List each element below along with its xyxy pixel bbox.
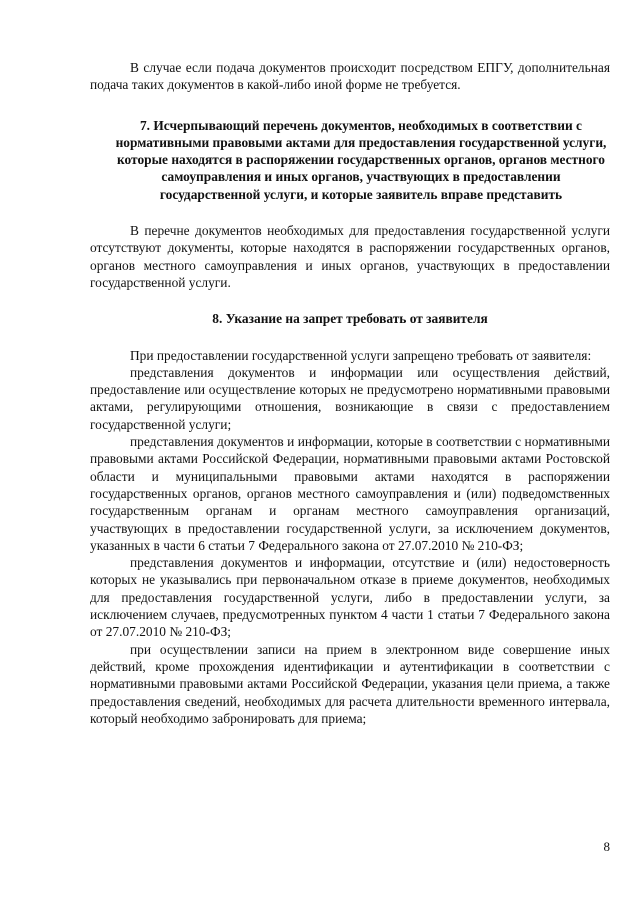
section-8-lead: При предоставлении государственной услуги запрещено требовать от заявителя: bbox=[130, 347, 592, 363]
list-item: представления документов и информации или осуществления действий, предоставление или осуществление которых не предусмотрено нормативными правовыми актами, регулирующими отношения, возникающие в связи с предоставлением государственной услуги; bbox=[90, 364, 610, 432]
intro-paragraph: В случае если подача документов происходит посредством ЕПГУ, дополнительная подача таких документов в какой-либо иной форме не требуется. bbox=[90, 60, 610, 93]
section-7-heading: 7. Исчерпывающий перечень документов, необходимых в соответствии с нормативными правовыми актами для предоставления государственной услуги, которые находятся в распоряжении государственных органов, органов местного самоуправления и иных органов, участвующих в предоставлении государственной услуги, и которые заявитель вправе представить bbox=[115, 117, 607, 202]
list-item: при осуществлении записи на прием в электронном виде совершение иных действий, кроме прохождения идентификации и аутентификации в соответствии с нормативными правовыми актами Российской Федерации, указания цели приема, а также предоставления сведений, необходимых для расчета длительности временного интервала, который необходимо забронировать для приема; bbox=[90, 641, 610, 726]
list-item: представления документов и информации, отсутствие и (или) недостоверность которых не указывались при первоначальном отказе в приеме документов, необходимых для предоставления государственной услуги, либо в предоставлении услуги, за исключением случаев, предусмотренных пунктом 4 части 1 статьи 7 Федерального закона от 27.07.2010 № 210-ФЗ; bbox=[90, 555, 610, 640]
list-item: представления документов и информации, которые в соответствии с нормативными правовыми актами Российской Федерации, нормативными правовыми актами Ростовской области и муниципальными правовыми актами находятся в распоряжении государственных органов, органов местного самоуправления и (или) подведомственных государственным органам и органам местного самоуправления организаций, участвующих в предоставлении государственной услуги, за исключением документов, указанных в части 6 статьи 7 Федерального закона от 27.07.2010 № 210-ФЗ; bbox=[90, 434, 610, 553]
section-8-heading: 8. Указание на запрет требовать от заявителя bbox=[212, 311, 488, 327]
section-7-body: В перечне документов необходимых для предоставления государственной услуги отсутствуют документы, которые находятся в распоряжении государственных органов, органов местного самоуправления и иных органов, участвующих в предоставлении государственной услуги. bbox=[90, 223, 610, 290]
page-number: 8 bbox=[603, 839, 610, 854]
